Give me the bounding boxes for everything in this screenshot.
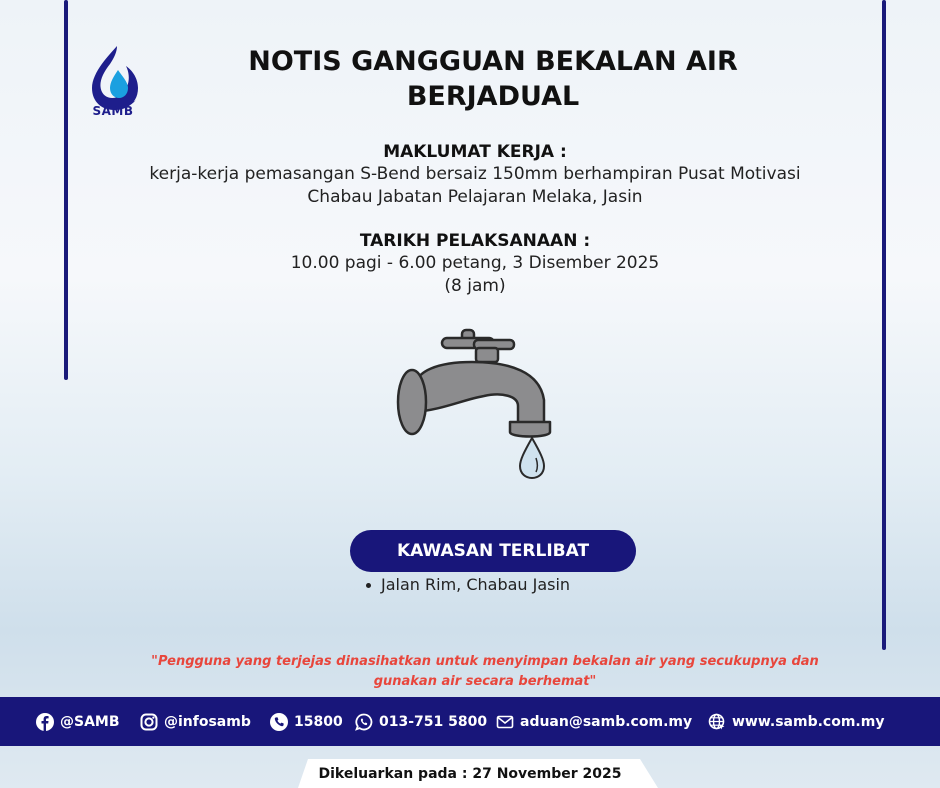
issued-banner <box>298 759 658 788</box>
email-icon <box>496 713 514 731</box>
page-title <box>200 44 786 114</box>
work-info-line-2: Chabau Jabatan Pelajaran Melaka, Jasin <box>307 187 643 207</box>
email-address: aduan@samb.com.my <box>520 713 693 730</box>
instagram-handle: @infosamb <box>164 713 251 730</box>
work-info-text <box>90 163 860 209</box>
phone-link[interactable] <box>270 697 343 746</box>
decor-line-right <box>882 0 886 650</box>
globe-icon <box>708 713 726 731</box>
phone-icon <box>270 713 288 731</box>
contact-footer <box>0 697 940 746</box>
advice-line-2: gunakan air secara berhemat" <box>373 674 597 689</box>
decor-line-left <box>64 0 68 380</box>
title-line-2: BERJADUAL <box>406 81 580 112</box>
faucet-icon <box>392 328 562 480</box>
whatsapp-number: 013-751 5800 <box>379 713 488 730</box>
work-info-line-1: kerja-kerja pemasangan S-Bend bersaiz 150mm berhampiran Pusat Motivasi <box>149 164 801 184</box>
facebook-link[interactable] <box>36 697 120 746</box>
schedule-text <box>90 252 860 298</box>
whatsapp-link[interactable] <box>355 697 487 746</box>
instagram-link[interactable] <box>140 697 251 746</box>
website-link[interactable] <box>708 697 884 746</box>
work-info-heading: MAKLUMAT KERJA : <box>383 142 567 162</box>
schedule-line-2: (8 jam) <box>444 276 506 296</box>
facebook-handle: @SAMB <box>60 713 120 730</box>
email-link[interactable] <box>496 697 692 746</box>
affected-area-list <box>366 575 570 594</box>
advice-note <box>140 652 830 692</box>
phone-number: 15800 <box>294 713 343 730</box>
schedule-heading: TARIKH PELAKSANAAN : <box>359 231 591 251</box>
bullet-icon <box>366 583 371 588</box>
advice-line-1: "Pengguna yang terjejas dinasihatkan untuk menyimpan bekalan air yang secukupnya dan <box>151 654 819 669</box>
website-url: www.samb.com.my <box>732 713 885 730</box>
issued-date: Dikeluarkan pada : 27 November 2025 <box>318 765 622 782</box>
schedule-line-1: 10.00 pagi - 6.00 petang, 3 Disember 2025 <box>290 253 660 273</box>
title-line-1: NOTIS GANGGUAN BEKALAN AIR <box>248 46 738 77</box>
logo-text: SAMB <box>92 104 134 118</box>
affected-area-item: Jalan Rim, Chabau Jasin <box>381 575 571 594</box>
list-item <box>366 575 570 594</box>
facebook-icon <box>36 713 54 731</box>
affected-area-badge: KAWASAN TERLIBAT <box>350 530 636 572</box>
whatsapp-icon <box>355 713 373 731</box>
instagram-icon <box>140 713 158 731</box>
